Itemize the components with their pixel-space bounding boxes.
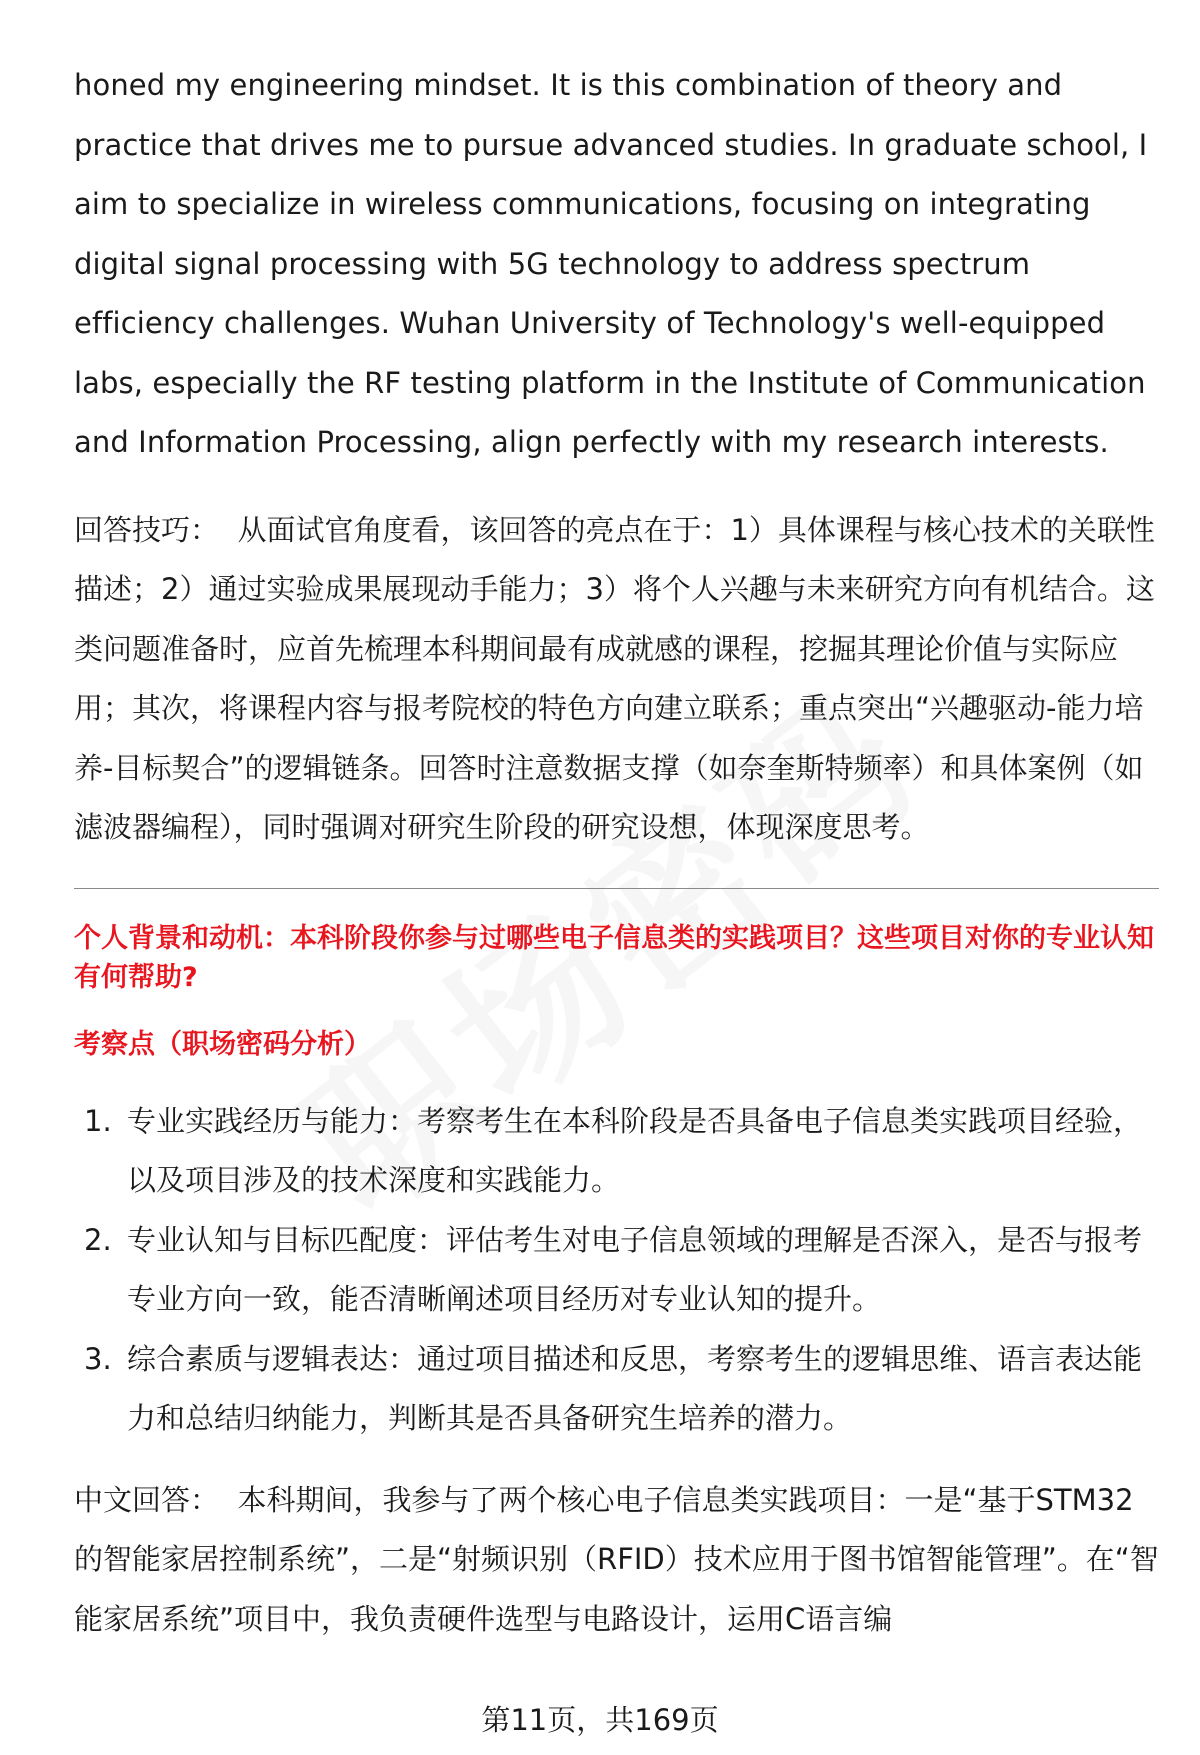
question-title: 个人背景和动机：本科阶段你参与过哪些电子信息类的实践项目？这些项目对你的专业认知有何帮助? <box>74 922 1154 993</box>
analysis-point-number: 2. <box>84 1222 112 1257</box>
analysis-point <box>74 1330 1159 1449</box>
english-answer-paragraph: honed my engineering mindset. It is this combination of theory and practice that drives me to pursue advanced studies. In graduate school, I aim to specialize in wireless communications, focusing on integrating digital signal processing with 5G technology to address spectrum efficiency challenges. Wuhan University of Technology's well-equipped labs, especially the RF testing platform in the Institute of Communication and Information Processing, align perfectly with my research interests. <box>74 68 1148 459</box>
analysis-point-text: 专业实践经历与能力：考察考生在本科阶段是否具备电子信息类实践项目经验，以及项目涉及的技术深度和实践能力。 <box>127 1103 1143 1197</box>
document-page <box>74 56 1159 1649</box>
chinese-answer-label: 中文回答： <box>74 1482 220 1517</box>
analysis-point-text: 综合素质与逻辑表达：通过项目描述和反思，考察考生的逻辑思维、语言表达能力和总结归纳能力，判断其是否具备研究生培养的潜力。 <box>127 1341 1143 1435</box>
analysis-point <box>74 1211 1159 1330</box>
analysis-point-text: 专业认知与目标匹配度：评估考生对电子信息领域的理解是否深入，是否与报考专业方向一致，能否清晰阐述项目经历对专业认知的提升。 <box>127 1222 1143 1316</box>
section-divider <box>74 888 1159 889</box>
answer-tips-label: 回答技巧： <box>74 512 220 547</box>
chinese-answer-paragraph <box>74 1471 1159 1650</box>
answer-tips-paragraph <box>74 501 1159 858</box>
chinese-answer-text: 本科期间，我参与了两个核心电子信息类实践项目：一是“基于STM32的智能家居控制系统”，二是“射频识别（RFID）技术应用于图书馆智能管理”。在“智能家居系统”项目中，我负责硬件选型与电路设计，运用C语言编 <box>74 1482 1159 1636</box>
page-footer: 第11页，共169页 <box>481 1703 719 1737</box>
analysis-points-list <box>74 1092 1159 1449</box>
answer-tips-text: 从面试官角度看，该回答的亮点在于：1）具体课程与核心技术的关联性描述；2）通过实验成果展现动手能力；3）将个人兴趣与未来研究方向有机结合。这类问题准备时，应首先梳理本科期间最有成就感的课程，挖掘其理论价值与实际应用；其次，将课程内容与报考院校的特色方向建立联系；重点突出“兴趣驱动-能力培养-目标契合”的逻辑链条。回答时注意数据支撑（如奈奎斯特频率）和具体案例（如滤波器编程），同时强调对研究生阶段的研究设想，体现深度思考。 <box>74 512 1155 844</box>
analysis-point-number: 1. <box>84 1103 112 1138</box>
analysis-point <box>74 1092 1159 1211</box>
analysis-title: 考察点（职场密码分析） <box>74 1028 371 1060</box>
analysis-point-number: 3. <box>84 1341 112 1376</box>
